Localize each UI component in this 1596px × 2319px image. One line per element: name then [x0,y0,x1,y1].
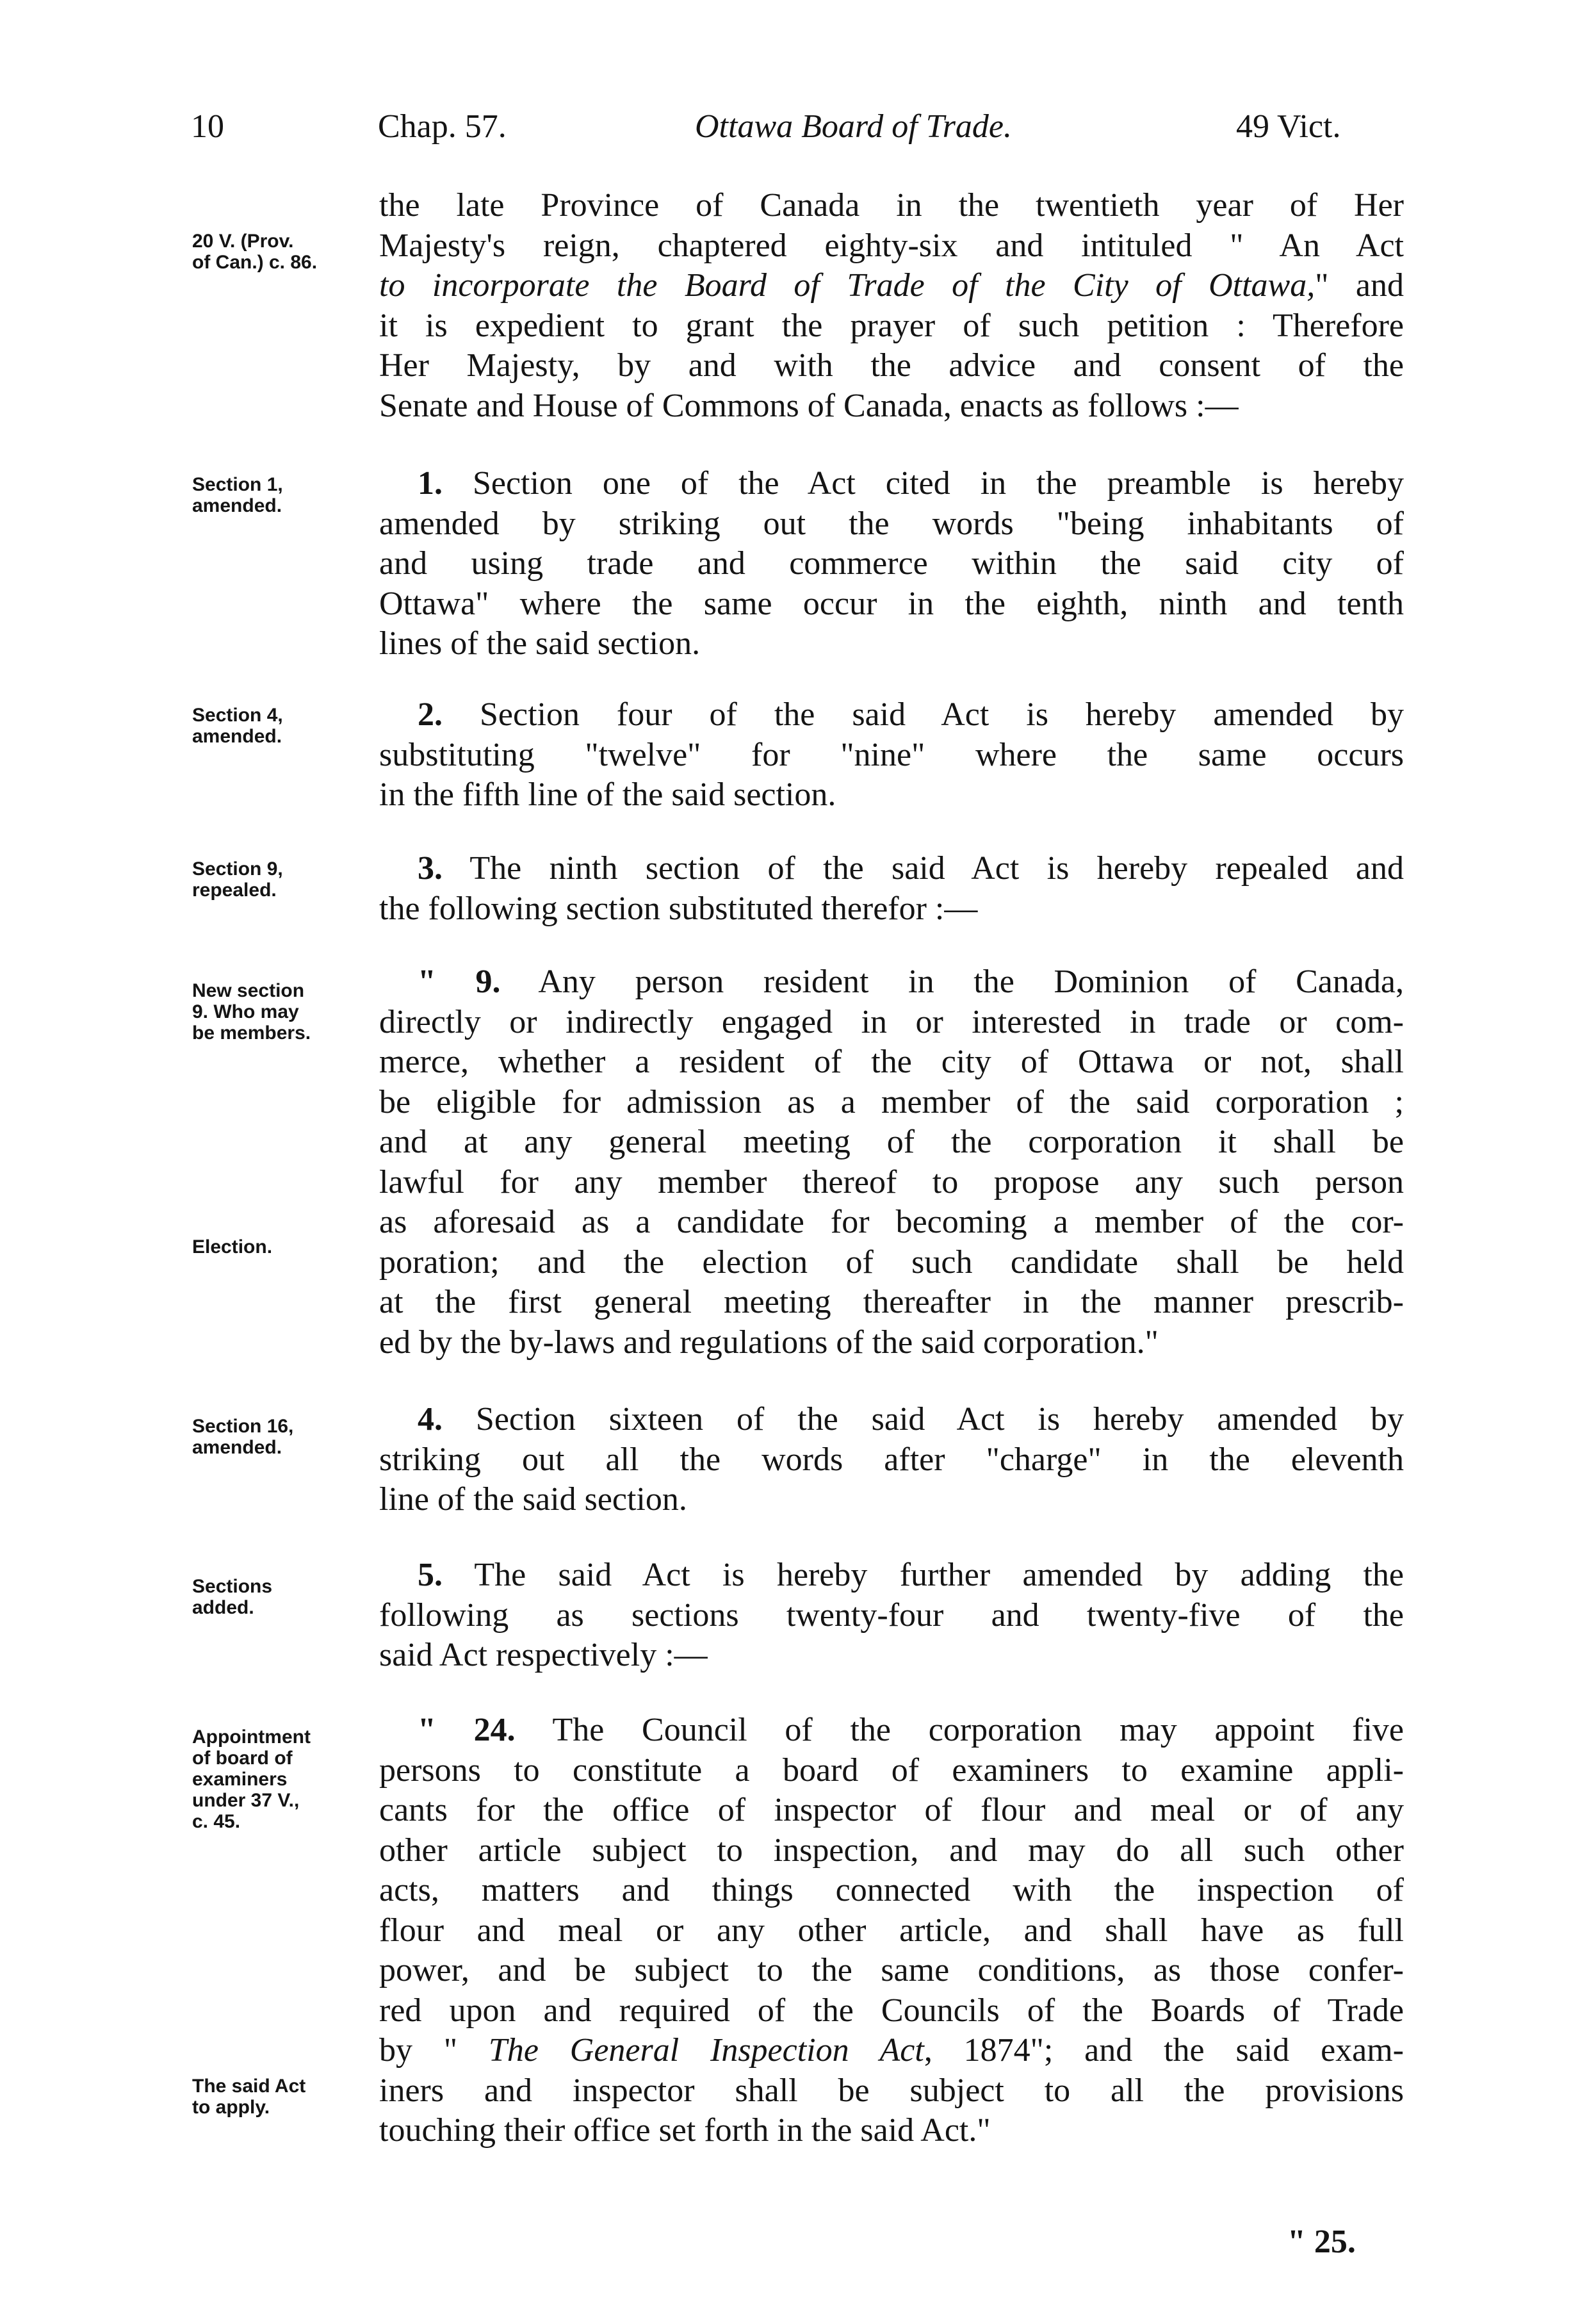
running-title: Ottawa Board of Trade. [695,108,1013,145]
preamble-text: the late Province of Canada in the twentieth year of Her Majesty's reign, chaptered eighty-six and intituled " An Act to incorporate the Board of Trade of the City of Ottawa," and it is expedient to grant the prayer of such petition : Therefore Her Majesty, by and with the advice and consent of the Senate and House of Commons of Canada, enacts as follows :— [379,187,1404,424]
new-section-24-text: " 24. The Council of the corporation may appoint five persons to constitute a board of examiners to examine appli- cants for the office of inspector of flour and meal or of any other article subject to inspection, and may do all such other acts, matters and things connected with the inspection of flour and meal or any other article, and shall have as full power, and be subject to the same conditions, as those confer- red upon and required of the Councils of the Boards of Trade by " The General Inspection Act, 1874"; and the said exam- iners and inspector shall be subject to all the provisions touching their office set forth in the said Act." [379,1712,1405,2149]
margin-note-new-section-9: New section 9. Who may be members. [192,980,311,1044]
margin-note-election: Election. [192,1236,273,1258]
margin-note-section-1: Section 1, amended. [192,474,283,516]
margin-note-section-4: Section 16, amended. [192,1416,294,1458]
section-5-number: 5. [418,1557,443,1593]
margin-note-section-3: Section 9, repealed. [192,858,283,901]
chapter-label: Chap. 57. [378,108,507,145]
section-4-text: 4. Section sixteen of the said Act is hereby amended by striking out all the words after "charge" in the eleventh line of the said section. [379,1401,1404,1518]
margin-note-said-act-apply: The said Act to apply. [192,2076,306,2118]
section-1-number: 1. [418,465,443,502]
margin-note-section-5: Sections added. [192,1576,273,1618]
new-section-24-number: " 24. [418,1712,516,1748]
new-section-9-number: " 9. [418,963,501,1000]
section-3-text: 3. The ninth section of the said Act is hereby repealed and the following section substituted therefor :— [379,850,1405,927]
section-2-text: 2. Section four of the said Act is hereby amended by substituting "twelve" for "nine" where the same occurs in the fifth line of the said section. [379,696,1405,813]
page-number: 10 [191,108,224,145]
section-3-number: 3. [418,850,443,887]
section-24-line-inspection-act: by " The General Inspection Act, 1874"; and the said exam- [379,2032,1404,2069]
new-section-9-text: " 9. Any person resident in the Dominion of Canada, directly or indirectly engaged in or interested in trade or com- merce, whether a resident of the city of Ottawa or not, shall be eligible for admission as a member of the said corporation ; and at any general meeting of the corporation it shall be lawful for any member thereof to propose any such person as aforesaid as a candidate for becoming a member of the cor- poration; and the election of such candidate shall be held at the first general meeting thereafter in the manner prescrib- ed by the by-laws and regulations of the said corporation." [379,963,1404,1361]
regnal-year: 49 Vict. [1236,108,1341,145]
margin-note-section-2: Section 4, amended. [192,705,283,747]
running-header [0,101,1596,152]
preamble-line-act-title: to incorporate the Board of Trade of the City of Ottawa," and [379,267,1404,304]
section-4-number: 4. [418,1401,443,1438]
section-1-text: 1. Section one of the Act cited in the preamble is hereby amended by striking out the words "being inhabitants of and using trade and commerce within the said city of Ottawa" where the same occur in the eighth, ninth and tenth lines of the said section. [379,465,1405,662]
margin-note-preamble: 20 V. (Prov. of Can.) c. 86. [192,231,318,273]
section-2-number: 2. [418,696,443,733]
section-5-text: 5. The said Act is hereby further amended by adding the following as sections twenty-four and twenty-five of the said Act respectively :— [379,1557,1405,1673]
catchword: " 25. [1287,2224,1356,2260]
margin-note-section-24: Appointment of board of examiners under 37 V., c. 45. [192,1726,311,1832]
